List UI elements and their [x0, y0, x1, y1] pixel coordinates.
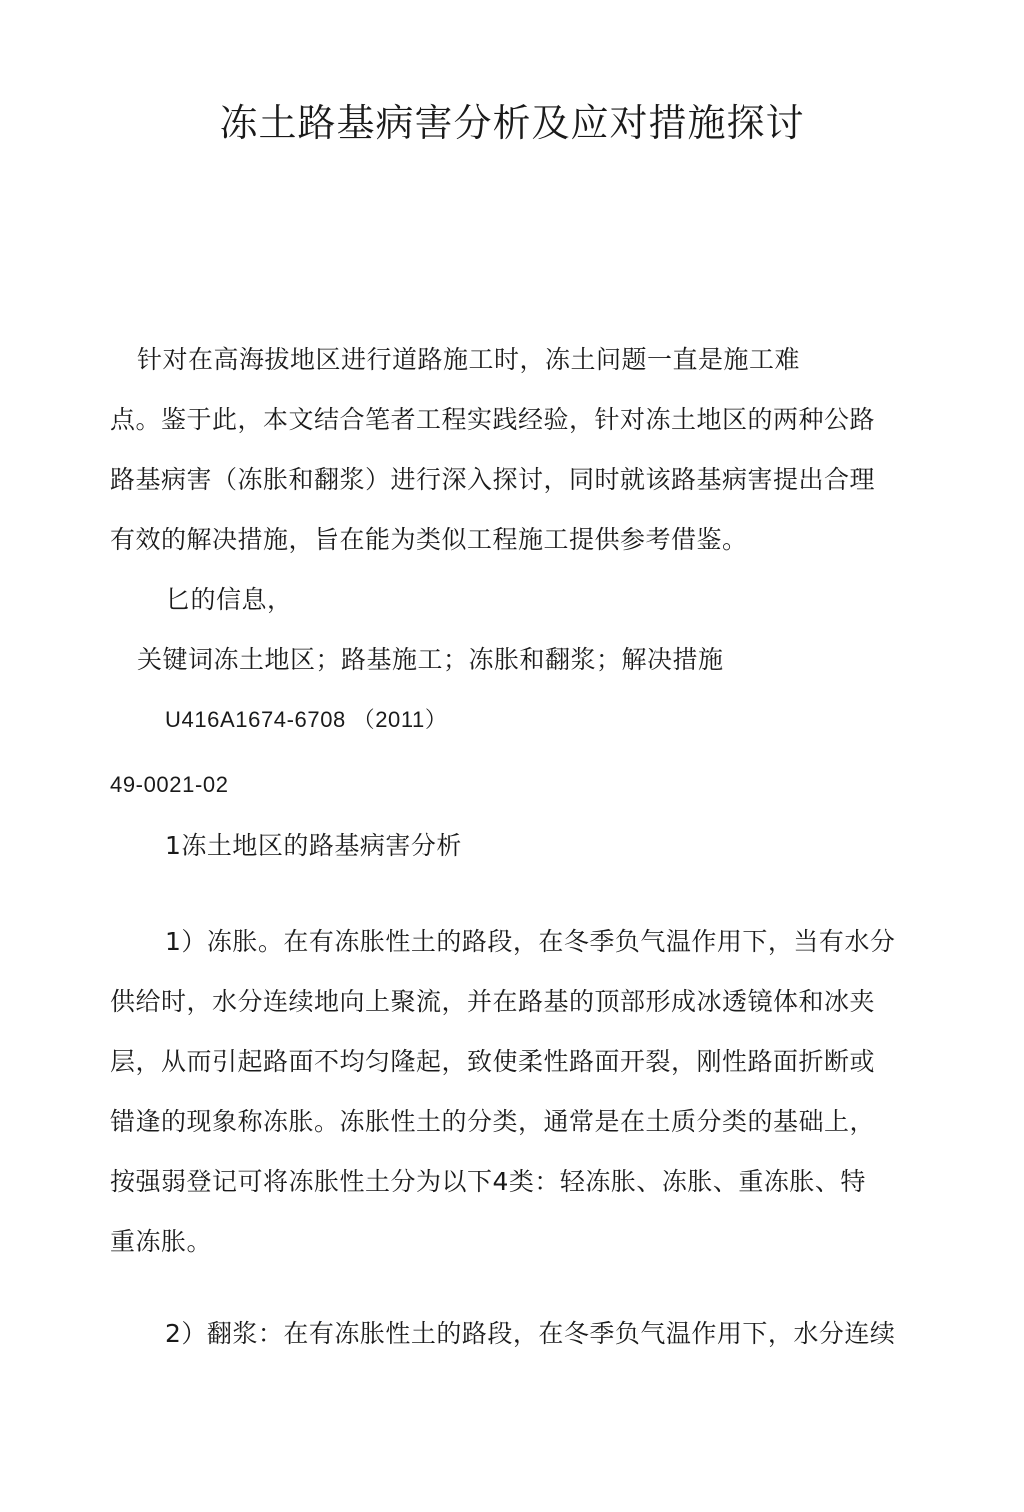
paragraph-line: 供给时，水分连续地向上聚流，并在路基的顶部形成冰透镜体和冰夹	[110, 987, 876, 1016]
paragraph-line: 按强弱登记可将冻胀性土分为以下4类：轻冻胀、冻胀、重冻胀、特	[110, 1167, 866, 1196]
paragraph-line: 重冻胀。	[110, 1227, 213, 1256]
abstract-line: 点。鉴于此，本文结合笔者工程实践经验，针对冻土地区的两种公路	[110, 405, 876, 434]
meta-line: 匕的信息，	[165, 585, 293, 614]
abstract-line: 路基病害（冻胀和翻浆）进行深入探讨，同时就该路基病害提出合理	[110, 465, 876, 494]
abstract-line: 有效的解决措施，旨在能为类似工程施工提供参考借鉴。	[110, 525, 748, 554]
document-title: 冻土路基病害分析及应对措施探讨	[219, 101, 805, 145]
paragraph-line: 1）冻胀。在有冻胀性土的路段，在冬季负气温作用下，当有水分	[165, 927, 896, 956]
paragraph-line: 层，从而引起路面不均匀隆起，致使柔性路面开裂，刚性路面折断或	[110, 1047, 876, 1076]
paragraph-line: 2）翻浆：在有冻胀性土的路段，在冬季负气温作用下，水分连续	[165, 1319, 896, 1348]
paragraph-line: 错逢的现象称冻胀。冻胀性土的分类，通常是在土质分类的基础上，	[110, 1107, 876, 1136]
classification-line: U416A1674-6708 （2011）	[165, 707, 448, 732]
classification-line-2: 49-0021-02	[110, 772, 229, 797]
keywords-line: 关键词冻土地区；路基施工；冻胀和翻浆；解决措施	[137, 645, 724, 674]
section-heading: 1冻土地区的路基病害分析	[165, 831, 462, 860]
abstract-line: 针对在高海拔地区进行道路施工时，冻土问题一直是施工难	[137, 345, 801, 374]
